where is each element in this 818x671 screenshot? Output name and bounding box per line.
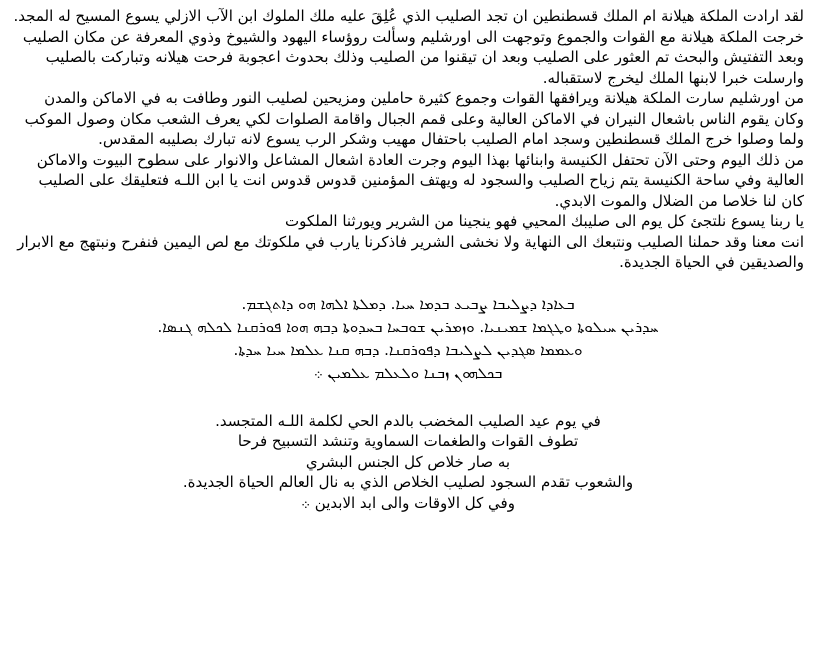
- syriac-line: ܘܥܡܡܐ ܣܓܕܝܢ ܠܨܠܝܒܐ ܕܦܘܪܩܢܐ. ܕܒܗ ܩܢܐ ܥܠܡܐ ܚܝܐ ܚܕܬܐ.: [233, 340, 583, 359]
- arabic-prose: [12, 6, 804, 273]
- paragraph-prayer: يا ربنا يسوع نلتجئ كل يوم الى صليبك المحيي فهو ينجينا من الشرير ويورثنا الملكوت: [285, 212, 804, 230]
- arabic-hymn: [12, 411, 804, 514]
- syriac-verse: [12, 293, 804, 385]
- hymn-line: به صار خلاص كل الجنس البشري: [305, 452, 511, 471]
- syriac-line: ܒܥܐܕܐ ܕܨܠܝܒܐ ܨܒܝܥ ܒܕܡܐ ܚܝܐ. ܕܡܠܬܐ ܐܠܗܐ ܗܘ ܕܐܬܓܫܡ.: [241, 294, 575, 313]
- syriac-line: ܚܕܪܝܢ ܚܝܠܘܬܐ ܘܛܓܡܐ ܫܡܝܢܝܐ. ܘܙܡܪܝܢ ܫܘܒܚܐ ܒܚܕܘܬܐ ܕܒܗ ܗܘܐ ܦܘܪܩܢܐ ܠܟܠܗ ܓܢܣܐ.: [157, 317, 659, 336]
- paragraph-search: خرجت الملكة هيلانة مع القوات والجموع وتوجهت الى اورشليم وسألت روؤساء اليهود والشيوخ وذوي المعرفة عن مكان الصليب وبعد التفتيش والبحث تم العثور على الصليب وبعد ان تيقنوا من الصليب وذلك بحدوث اعجوبة فرحت هيلانه وتباركت بالصليب وارسلت خبرا لابنها الملك ليخرج لاستقباله.: [22, 27, 804, 87]
- paragraph-closing: انت معنا وقد حملنا الصليب ونتبعك الى النهاية ولا نخشى الشرير فاذكرنا يارب في ملكوتك مع لص اليمين فنفرح ونبتهج مع الابرار والصديقين في الحياة الجديدة.: [17, 232, 804, 271]
- paragraph-intro: لقد ارادت الملكة هيلانة ام الملك قسطنطين ان تجد الصليب الذي عُلِقَ عليه ملك الملوك ابن الآب الازلي يسوع المسيح له المجد.: [13, 7, 804, 25]
- hymn-line: في يوم عيد الصليب المخضب بالدم الحي لكلمة اللـه المتجسد.: [215, 411, 601, 430]
- hymn-line: تطوف القوات والطغمات السماوية وتنشد التسبيح فرحا: [237, 432, 579, 450]
- hymn-line: والشعوب تقدم السجود لصليب الخلاص الذي به نال العالم الحياة الجديدة.: [182, 473, 634, 491]
- paragraph-celebration: من ذلك اليوم وحتى الآن تحتفل الكنيسة وابنائها بهذا اليوم وجرت العادة اشعال المشاعل والانوار على سطوح البيوت والاماكن العالية وفي ساحة الكنيسة يتم زياح الصليب والسجود له ويهتف المؤمنين قدوس قدوس انت يا ابن اللـه فتعليقك على الصليب كان لنا خلاصا من الضلال والموت الابدي.: [36, 150, 804, 210]
- syriac-line: ܒܟܠܗܘܢ ܙܒܢܐ ܘܠܥܠܡ ܥܠܡܝܢ ܀: [313, 363, 503, 382]
- paragraph-procession: من اورشليم سارت الملكة هيلانة ويرافقها القوات وجموع كثيرة حاملين ومزيحين لصليب النور وطافت به في الاماكن والمدن وكان يقوم الناس باشعال النيران في الاماكن العالية وعلى قمم الجبال واقامة الصلوات لكي يعرف الشعب مكان وصول الموكب ولما وصلوا خرج الملك قسطنطين وسجد امام الصليب باحتفال مهيب وشكر الرب يسوع لانه تبارك بصليبه المقدس.: [24, 89, 804, 148]
- hymn-line: وفي كل الاوقات والى ابد الابدين ܀: [301, 493, 515, 512]
